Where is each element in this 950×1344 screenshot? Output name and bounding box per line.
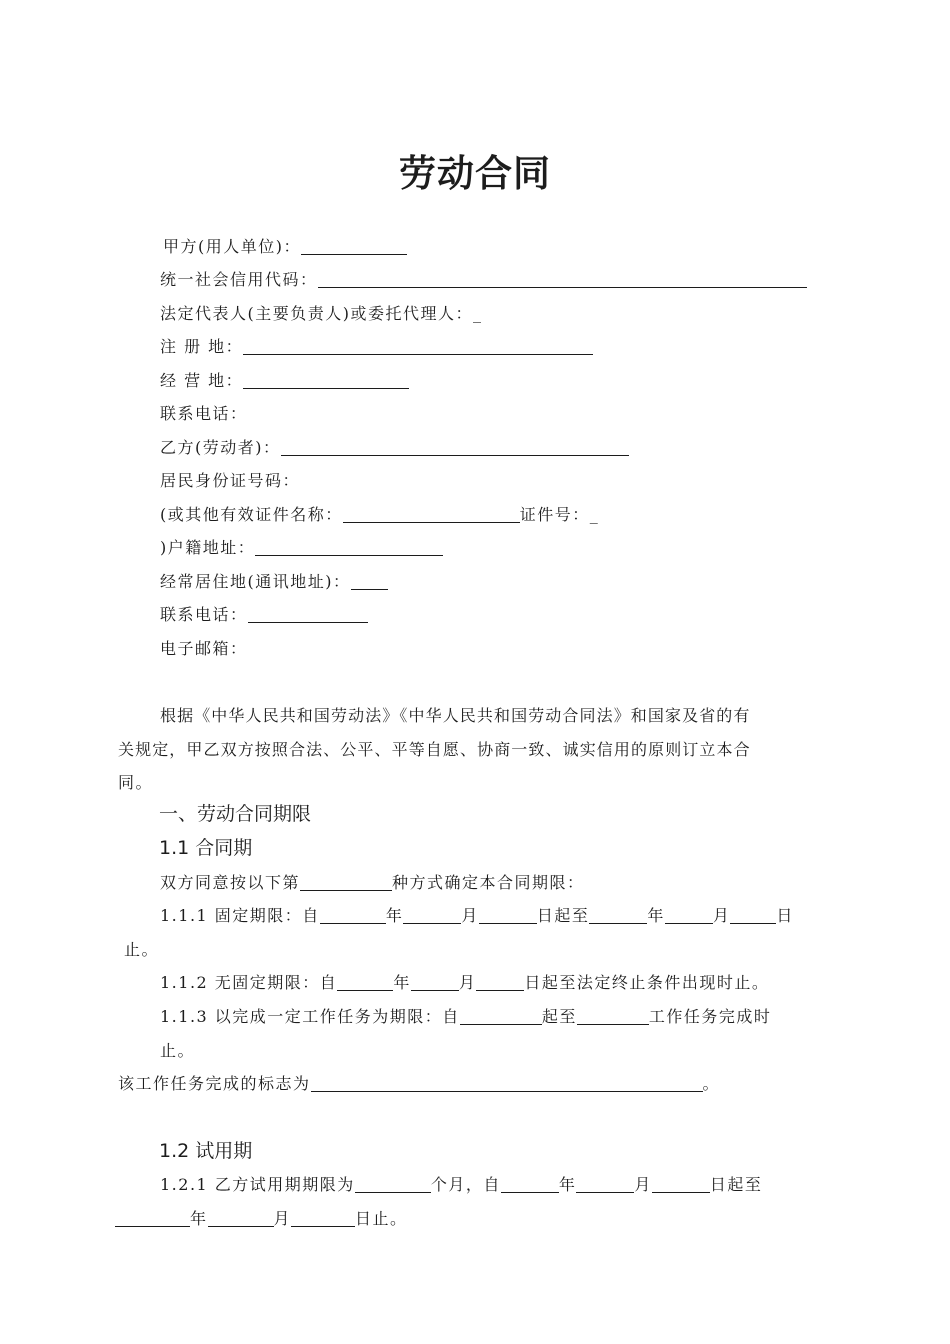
party-a-line (163, 236, 407, 258)
registered-address-label: 注 册 地： (160, 337, 244, 356)
residence-blank[interactable] (351, 573, 388, 590)
probation-end-year-unit: 年 (190, 1209, 208, 1228)
other-id-name-label: (或其他有效证件名称： (160, 505, 343, 524)
term-method-line (160, 872, 585, 894)
email-line (160, 638, 248, 660)
other-id-line (160, 504, 599, 526)
credit-code-line (160, 269, 807, 291)
business-address-line (160, 370, 409, 392)
id-number-label: 居民身份证号码： (160, 471, 301, 490)
task-term-line (160, 1006, 771, 1028)
party-a-blank[interactable] (301, 238, 407, 255)
probation-end-day-blank[interactable] (291, 1210, 355, 1227)
other-id-name-blank[interactable] (343, 506, 520, 523)
fixed-end-month-blank[interactable] (665, 907, 713, 924)
probation-end-day-unit: 日止。 (355, 1209, 408, 1228)
fixed-end-year-unit: 年 (647, 906, 665, 925)
probation-start-day-blank[interactable] (652, 1176, 710, 1193)
section-1-heading: 一、劳动合同期限 (159, 803, 312, 825)
fixed-term-label: 1.1.1 固定期限：自 (160, 906, 320, 925)
party-b-label: 乙方(劳动者)： (160, 438, 281, 457)
preamble-line-1: 根据《中华人民共和国劳动法》《中华人民共和国劳动合同法》和国家及省的有 (160, 706, 751, 725)
probation-label: 1.2.1 乙方试用期期限为 (160, 1175, 355, 1194)
task-term-end: 工作任务完成时 (648, 1007, 772, 1026)
other-id-number-label: 证件号： (519, 505, 590, 524)
party-b-line (160, 437, 629, 459)
open-month-unit: 月 (458, 973, 477, 992)
fixed-end-day-blank[interactable] (730, 907, 776, 924)
open-day-blank[interactable] (476, 974, 524, 991)
probation-start-month-unit: 月 (634, 1175, 652, 1194)
probation-start-year-unit: 年 (558, 1175, 577, 1194)
credit-code-label: 统一社会信用代码： (160, 270, 318, 289)
task-term-end-2: 止。 (160, 1041, 196, 1060)
fixed-term-end: 止。 (124, 940, 160, 959)
probation-end-line (115, 1208, 408, 1230)
household-address-label: )户籍地址： (160, 538, 256, 557)
subsection-1-1-heading: 1.1 合同期 (159, 837, 253, 859)
household-address-line (160, 537, 443, 559)
probation-months-unit: 个月，自 (430, 1175, 501, 1194)
business-address-blank[interactable] (243, 372, 409, 389)
probation-end-month-unit: 月 (273, 1209, 292, 1228)
term-method-blank[interactable] (300, 874, 392, 891)
residence-label: 经常居住地(通讯地址)： (160, 572, 351, 591)
open-term-line (160, 972, 769, 994)
fixed-end-day-unit: 日 (776, 906, 794, 925)
task-term-label: 1.1.3 以完成一定工作任务为期限：自 (160, 1007, 460, 1026)
representative-label: 法定代表人(主要负责人)或委托代理人： (160, 304, 473, 323)
task-start-blank[interactable] (460, 1008, 542, 1025)
open-term-label: 1.1.2 无固定期限：自 (160, 973, 338, 992)
task-end-blank[interactable] (577, 1008, 649, 1025)
term-method-label: 双方同意按以下第 (160, 873, 301, 892)
fixed-end-year-blank[interactable] (589, 907, 647, 924)
task-mark-blank[interactable] (311, 1075, 703, 1092)
subsection-1-2-heading: 1.2 试用期 (159, 1140, 253, 1162)
task-mark-line (118, 1073, 720, 1095)
fixed-start-month-unit: 月 (461, 906, 479, 925)
party-b-blank[interactable] (281, 439, 629, 456)
representative-line (160, 303, 483, 325)
preamble-line-2: 关规定，甲乙双方按照合法、公平、平等自愿、协商一致、诚实信用的原则订立本合 (118, 740, 751, 759)
task-mark-label: 该工作任务完成的标志为 (118, 1074, 311, 1093)
document-title: 劳动合同 (399, 152, 551, 195)
probation-line (160, 1174, 762, 1196)
open-month-blank[interactable] (411, 974, 459, 991)
probation-start-day-unit: 日起至 (709, 1175, 763, 1194)
party-b-phone-blank[interactable] (248, 606, 368, 623)
party-b-phone-label: 联系电话： (160, 605, 248, 624)
fixed-start-day-unit: 日起至 (536, 906, 590, 925)
registered-address-blank[interactable] (243, 338, 593, 355)
party-a-phone-label: 联系电话： (160, 404, 248, 423)
party-a-phone-line (160, 403, 248, 425)
probation-months-blank[interactable] (355, 1176, 431, 1193)
id-number-line (160, 470, 300, 492)
credit-code-blank[interactable] (318, 271, 807, 288)
business-address-label: 经 营 地： (160, 371, 244, 390)
fixed-start-year-unit: 年 (385, 906, 404, 925)
open-year-blank[interactable] (337, 974, 393, 991)
task-mark-end: 。 (702, 1074, 721, 1093)
fixed-start-year-blank[interactable] (320, 907, 386, 924)
fixed-term-line (160, 905, 794, 927)
probation-end-year-blank[interactable] (115, 1210, 190, 1227)
term-method-tail: 种方式确定本合同期限： (392, 873, 585, 892)
other-id-tail: _ (589, 505, 600, 524)
party-b-phone-line (160, 604, 368, 626)
probation-start-month-blank[interactable] (576, 1176, 634, 1193)
party-a-label: 甲方(用人单位)： (163, 237, 301, 256)
household-address-blank[interactable] (255, 539, 443, 556)
probation-start-year-blank[interactable] (501, 1176, 559, 1193)
email-label: 电子邮箱： (160, 639, 248, 658)
task-term-mid: 起至 (541, 1007, 577, 1026)
open-year-unit: 年 (393, 973, 411, 992)
representative-tail: _ (473, 304, 483, 323)
residence-line (160, 571, 388, 593)
fixed-end-month-unit: 月 (712, 906, 731, 925)
preamble-line-3: 同。 (118, 773, 154, 792)
open-term-end: 日起至法定终止条件出现时止。 (524, 973, 770, 992)
probation-end-month-blank[interactable] (208, 1210, 274, 1227)
registered-address-line (160, 336, 593, 358)
fixed-start-day-blank[interactable] (479, 907, 537, 924)
fixed-start-month-blank[interactable] (403, 907, 461, 924)
